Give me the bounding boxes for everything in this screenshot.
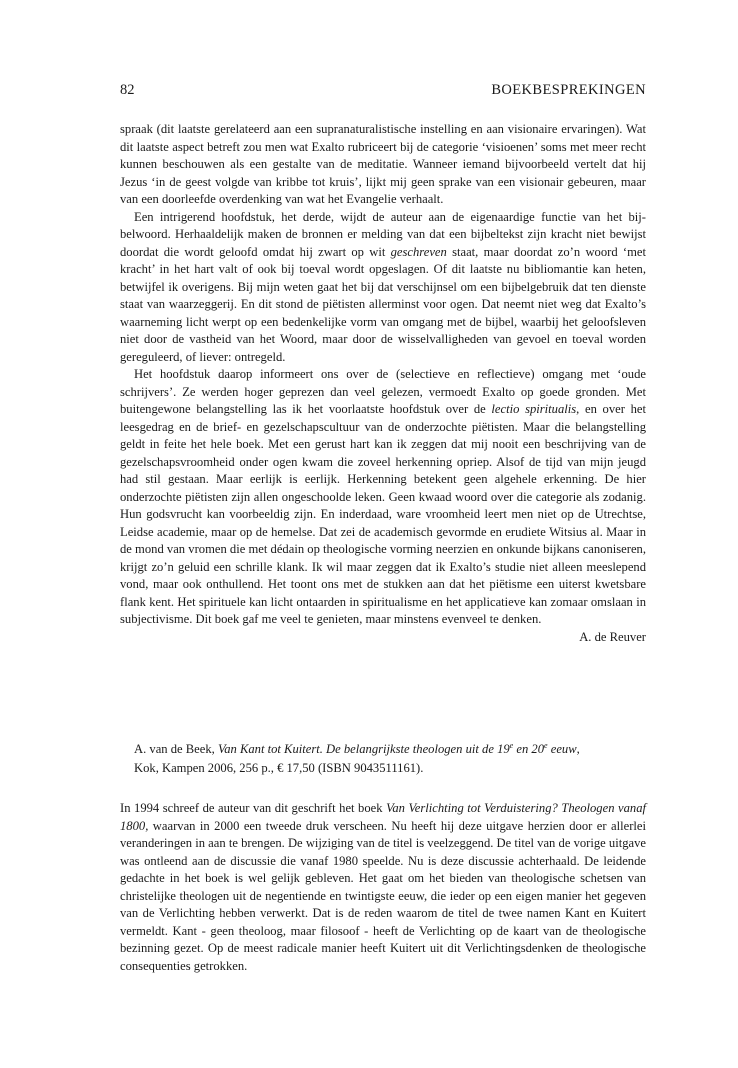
- review-continuation: [120, 121, 646, 646]
- citation-line-1: A. van de Beek, Van Kant tot Kuitert. De belangrijkste theologen uit de 19e en 20e eeuw,: [134, 740, 580, 756]
- page-header: [120, 80, 646, 100]
- new-review-paragraph-1: In 1994 schreef de auteur van dit geschrift het boek Van Verlichting tot Verduistering? Theologen vanaf 1800, waarvan in 2000 een tweede druk verscheen. Nu heeft hij deze uitgave herzien door er allerlei veranderingen in aan te brengen. De wijziging van de titel is veelzeggend. De titel van de vorige uitgave was ontleend aan de discussie die vanaf 1980 speelde. Nu is deze discussie achterhaald. De leidende gedachte in het boek is wel gelijk gebleven. Het gaat om het bieden van theologische schetsen van christelijke theologen uit de negentiende en twintigste eeuw, die ieder op een eigen manier het gegeven van de Verlichting hebben verwerkt. Dat is de reden waarom de titel de twee namen Kant en Kuitert vermeldt. Kant - geen theoloog, maar filosoof - heeft de Verlichting op de kaart van de theologische bezinning gezet. Op de meest radicale manier heeft Kuitert uit dit Verlichtingsdenken de theologische consequenties getrokken.: [120, 801, 647, 973]
- review-paragraph-2: Een intrigerend hoofdstuk, het derde, wijdt de auteur aan de eigenaardige functie van het bijbelwoord. Herhaaldelijk maken de bronnen er melding van dat een bijbeltekst zijn kracht niet bewijst doordat die wordt geloofd omdat hij zwart op wit geschreven staat, maar doordat zo’n woord ‘met kracht’ in het hart valt of ook bij toeval wordt opgeslagen. Of dit laatste nu bibliomantie kan heten, betwijfel ik overigens. Bij mijn weten gaat het bij dat verschijnsel om een bijbelgebruik dat ten dienste staat van waarzeggerij. En dit stond de piëtisten allerminst voor ogen. Dat neemt niet weg dat Exalto’s waarneming licht werpt op een bedenkelijke vorm van omgang met de bijbel, waarbij het geloofsleven niet door de vastheid van het Woord, maar door de wisselvalligheden van gevoel en toeval worden gereguleerd, of liever: ontregeld.: [120, 209, 646, 364]
- emphasis-previous-title: Van Verlichting tot Verduistering? Theologen vanaf 1800,: [120, 801, 647, 833]
- citation-line-2: Kok, Kampen 2006, 256 p., € 17,50 (ISBN 9043511161).: [134, 761, 424, 775]
- citation-author: A. van de Beek,: [134, 742, 218, 756]
- emphasis-lectio-spiritualis: lectio spiritualis: [491, 402, 577, 416]
- citation-title: Van Kant tot Kuitert. De belangrijkste theologen uit de 19e en 20e eeuw: [217, 740, 577, 756]
- reviewer-signature: A. de Reuver: [579, 629, 646, 644]
- page-number: 82: [120, 82, 135, 98]
- emphasis-geschreven: geschreven: [390, 244, 447, 259]
- review-paragraph-3: Het hoofdstuk daarop informeert ons over de (selectieve en reflectieve) omgang met ‘oude schrijvers’. Ze werden hoger geprezen dan veel gelezen, vermoedt Exalto op goede gronden. Met buitengewone belangstelling las ik het voorlaatste hoofdstuk over de lectio spiritualis, en over het leesgedrag en de brief- en gezelschapscultuur van de onderzochte piëtisten. Maar die belangstelling geldt in feite het hele boek. Met een gerust hart kan ik zeggen dat mij nooit een beschrijving van de gezelschapsvroomheid onder ogen kwam die zoveel herkenning opriep. Alsof de tijd van mijn jeugd had stil gestaan. Maar eerlijk is eerlijk. Herkenning betekent geen algehele erkenning. De hier onderzochte piëtisten zijn allen ongeschoolde leken. Geen kwaad woord over die categorie als zodanig. Hun godsvrucht kan voorbeeldig zijn. En inderdaad, ware vroomheid leert men niet op de Utrechtse, Leidse academie, maar op de hemelse. Dat zei de academisch gevormde en erudiete Witsius al. Maar in de mond van vromen die met dédain op theologische vorming neerzien en onkunde bijkans canoniseren, krijgt zo’n geluid een schrille klank. Ik wil maar zeggen dat ik Exalto’s studie niet alleen meeslepend vond, maar ook onthullend. Het toont ons met de stukken aan dat het piëtisme een uiterst kwetsbare flank kent. Het spirituele kan licht ontaarden in spiritualisme en het applicatieve kan zomaar omslaan in subjectivisme. Dit boek gaf me veel te genieten, maar minstens evenveel te denken.: [120, 367, 646, 626]
- new-review: [120, 800, 646, 975]
- running-head: BOEKBESPREKINGEN: [491, 82, 646, 98]
- book-citation: [134, 740, 646, 778]
- review-paragraph-1: spraak (dit laatste gerelateerd aan een supranaturalistische instelling en aan visionaire ervaringen). Wat dit laatste aspect betreft zou men wat Exalto rubriceert bij de categorie ‘visioenen’ soms met meer recht kunnen beschouwen als een gestalte van de meditatie. Wanneer iemand bijvoorbeeld vertelt dat hij Jezus ‘in de geest volgde van kribbe tot kruis’, lijkt mij geen sprake van een visionair gebeuren, maar van een doorleefde overdenking van wat het Evangelie verhaalt.: [120, 122, 646, 206]
